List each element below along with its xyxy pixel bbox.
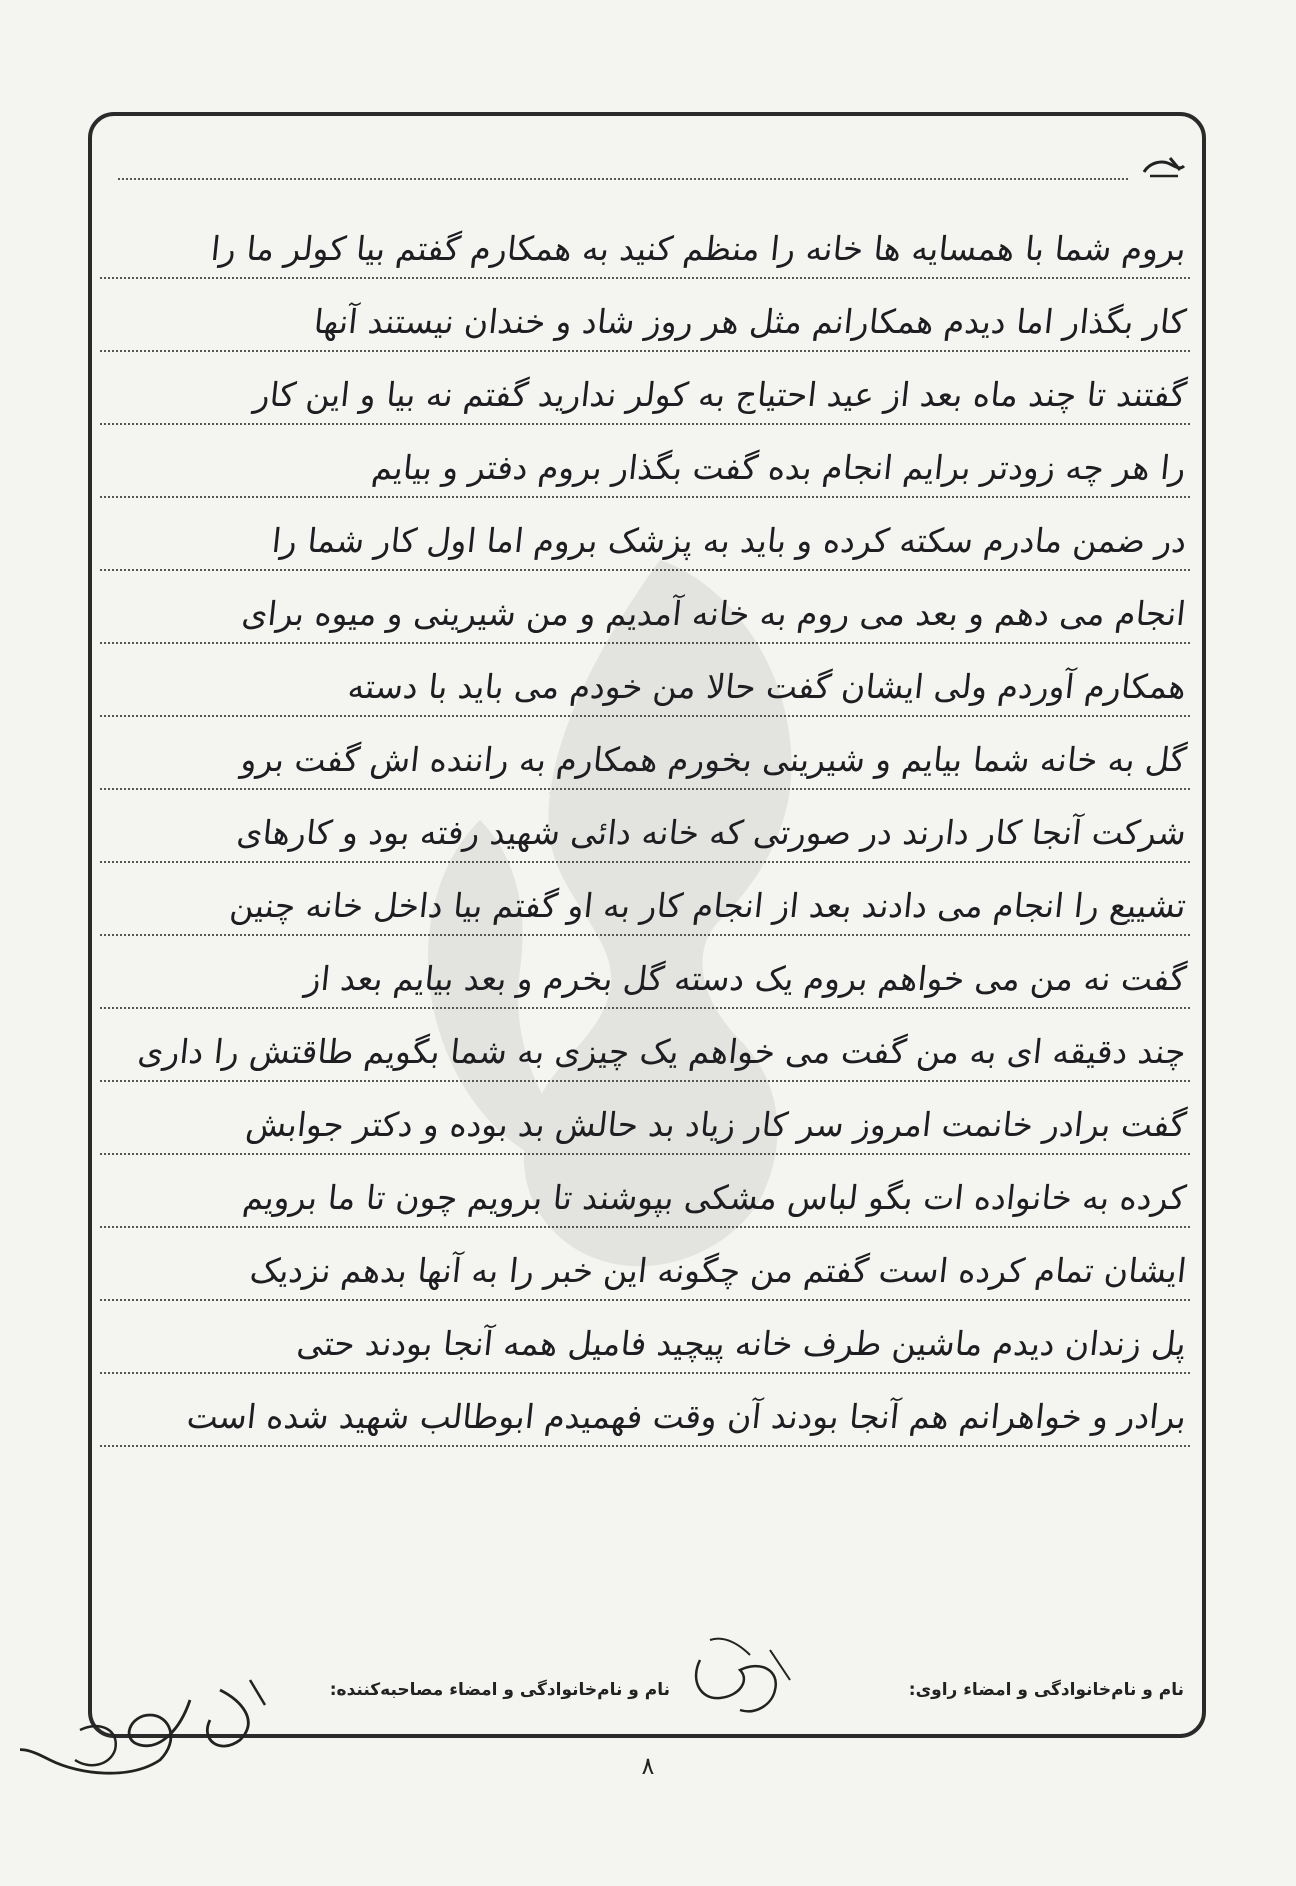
header-rule [118, 178, 1128, 180]
line-text: گفت برادر خانمت امروز سر کار زیاد بد حالش بد بوده و دکتر جوابش [243, 1105, 1189, 1144]
text-line [100, 1155, 1190, 1228]
text-line [100, 571, 1190, 644]
text-line [100, 1301, 1190, 1374]
text-line [100, 863, 1190, 936]
line-text: بروم شما با همسایه ها خانه را منظم کنید به همکارم گفتم بیا کولر ما را [209, 229, 1189, 268]
line-text: کار بگذار اما دیدم همکارانم مثل هر روز شاد و خندان نیستند آنها [312, 302, 1189, 341]
text-line [100, 1374, 1190, 1447]
narrator-label: نام و نام‌خانوادگی و امضاء راوی: [908, 1680, 1184, 1700]
line-text: در ضمن مادرم سکته کرده و باید به پزشک بروم اما اول کار شما را [269, 521, 1189, 560]
text-line [100, 1082, 1190, 1155]
handwritten-text [100, 206, 1190, 1447]
line-text: انجام می دهم و بعد می روم به خانه آمدیم و من شیرینی و میوه برای [240, 594, 1189, 633]
text-line [100, 279, 1190, 352]
text-line [100, 717, 1190, 790]
interviewer-label: نام و نام‌خانوادگی و امضاء مصاحبه‌کننده: [329, 1680, 670, 1700]
interviewer-signature [680, 1620, 830, 1720]
text-line [100, 1009, 1190, 1082]
line-text: چند دقیقه ای به من گفت می خواهم یک چیزی به شما بگویم طاقتش را داری [136, 1032, 1189, 1071]
line-text: کرده به خانواده ات بگو لباس مشکی بپوشند تا برویم چون تا ما برویم [241, 1178, 1189, 1217]
line-text: را هر چه زودتر برایم انجام بده گفت بگذار بروم دفتر و بیایم [370, 448, 1189, 487]
pen-icon [1140, 152, 1188, 182]
line-text: گفت نه من می خواهم بروم یک دسته گل بخرم و بعد بیایم بعد از [302, 959, 1189, 998]
text-line [100, 498, 1190, 571]
text-line [100, 206, 1190, 279]
text-line [100, 790, 1190, 863]
text-line [100, 644, 1190, 717]
text-line [100, 936, 1190, 1009]
text-line [100, 1228, 1190, 1301]
line-text: گل به خانه شما بیایم و شیرینی بخورم همکارم به راننده اش گفت برو [238, 740, 1189, 779]
line-text: برادر و خواهرانم هم آنجا بودند آن وقت فهمیدم ابوطالب شهید شده است [184, 1397, 1189, 1436]
line-text: تشییع را انجام می دادند بعد از انجام کار به او گفتم بیا داخل خانه چنین [228, 886, 1189, 925]
line-text: پل زندان دیدم ماشین طرف خانه پیچید فامیل همه آنجا بودند حتی [295, 1324, 1189, 1363]
line-text: گفتند تا چند ماه بعد از عید احتیاج به کولر ندارید گفتم نه بیا و این کار [251, 375, 1189, 414]
text-line [100, 352, 1190, 425]
line-text: همکارم آوردم ولی ایشان گفت حالا من خودم می باید با دسته [346, 667, 1189, 706]
line-text: ایشان تمام کرده است گفتم من چگونه این خبر را به آنها بدهم نزدیک [247, 1251, 1189, 1290]
line-text: شرکت آنجا کار دارند در صورتی که خانه دائی شهید رفته بود و کارهای [234, 813, 1189, 852]
page-number: ۸ [641, 1752, 655, 1780]
text-line [100, 425, 1190, 498]
